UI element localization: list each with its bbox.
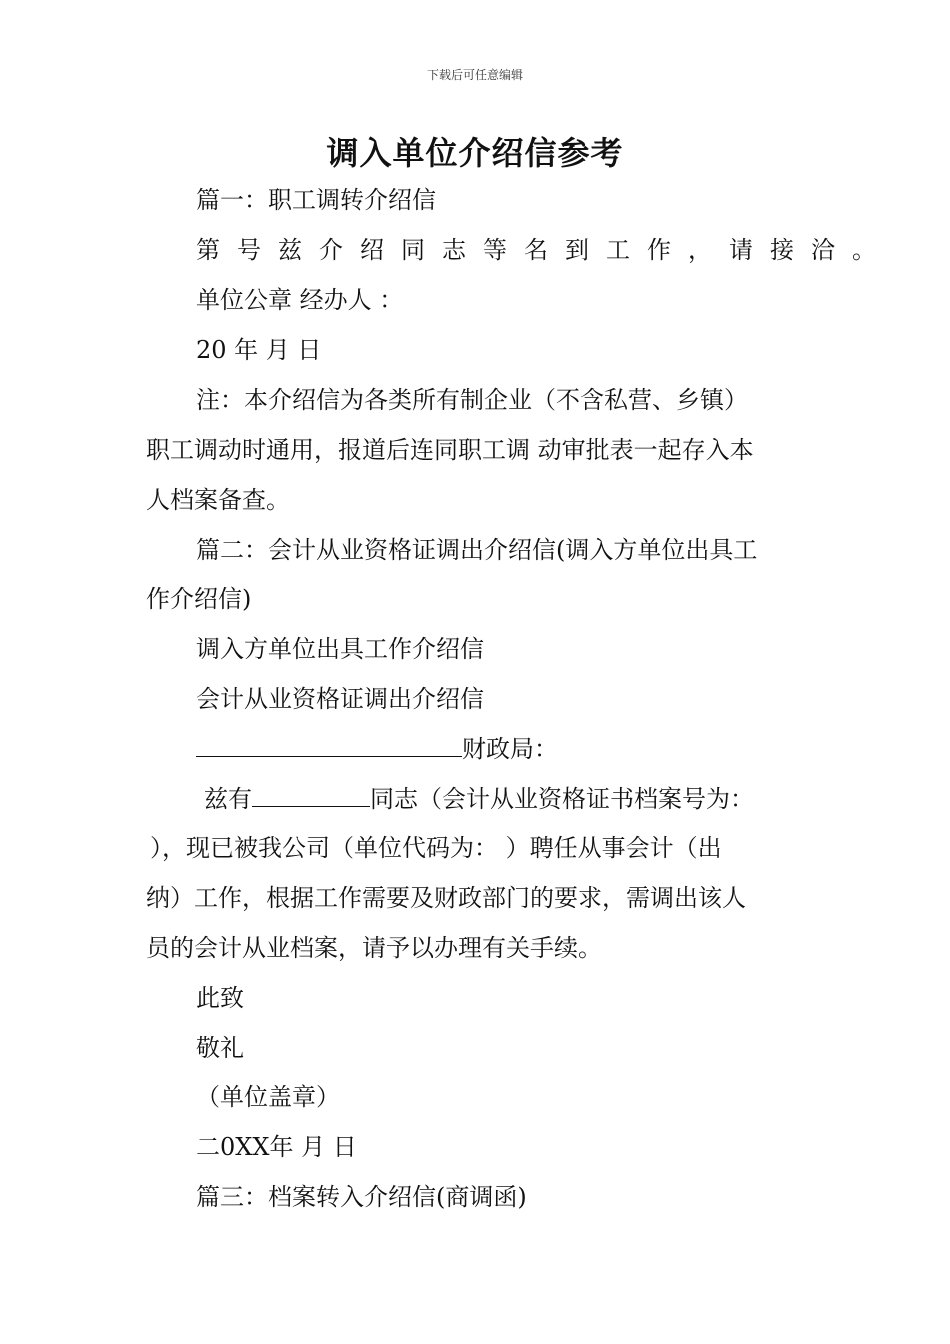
body-line-1-suffix: 同志（会计从业资格证书档案号为： xyxy=(370,785,754,813)
seal-line: （单位盖章） xyxy=(196,1083,340,1111)
closing-1: 此致 xyxy=(196,984,244,1012)
section1-note-line-2: 职工调动时通用，报道后连同职工调 动审批表一起存入本 xyxy=(146,436,754,464)
name-blank xyxy=(252,786,370,807)
body-line-1-prefix: 兹有 xyxy=(204,785,252,813)
section2-heading-line-2: 作介绍信) xyxy=(146,585,252,613)
body-line-1 xyxy=(204,783,754,815)
addressee-blank xyxy=(196,736,462,757)
section1-heading: 篇一：职工调转介绍信 xyxy=(196,186,436,214)
section1-date-line: 20 年 月 日 xyxy=(196,336,322,364)
section2-heading-line-1: 篇二：会计从业资格证调出介绍信(调入方单位出具工 xyxy=(196,536,758,564)
date-line: 二0XX年 月 日 xyxy=(196,1133,357,1161)
header-note: 下载后可任意编辑 xyxy=(426,68,523,82)
section2-subheading-2: 会计从业资格证调出介绍信 xyxy=(196,685,484,713)
addressee-line xyxy=(196,733,558,765)
section2-subheading-1: 调入方单位出具工作介绍信 xyxy=(196,635,484,663)
closing-2: 敬礼 xyxy=(196,1034,244,1062)
body-line-4: 员的会计从业档案，请予以办理有关手续。 xyxy=(146,934,602,962)
body-line-2: ），现已被我公司（单位代码为： ）聘任从事会计（出 xyxy=(150,834,722,862)
body-line-3: 纳）工作，根据工作需要及财政部门的要求，需调出该人 xyxy=(146,884,746,912)
section1-intro: 第号兹介绍同志等名到工作，请接洽。 xyxy=(196,236,893,264)
section1-seal-line: 单位公章 经办人 ： xyxy=(196,286,404,314)
section3-heading: 篇三：档案转入介绍信(商调函) xyxy=(196,1183,527,1211)
page-title: 调入单位介绍信参考 xyxy=(326,134,624,172)
addressee-text: 财政局： xyxy=(462,735,558,763)
section1-note-line-1: 注：本介绍信为各类所有制企业（不含私营、乡镇） xyxy=(196,386,748,414)
section1-note-line-3: 人档案备查。 xyxy=(146,486,290,514)
